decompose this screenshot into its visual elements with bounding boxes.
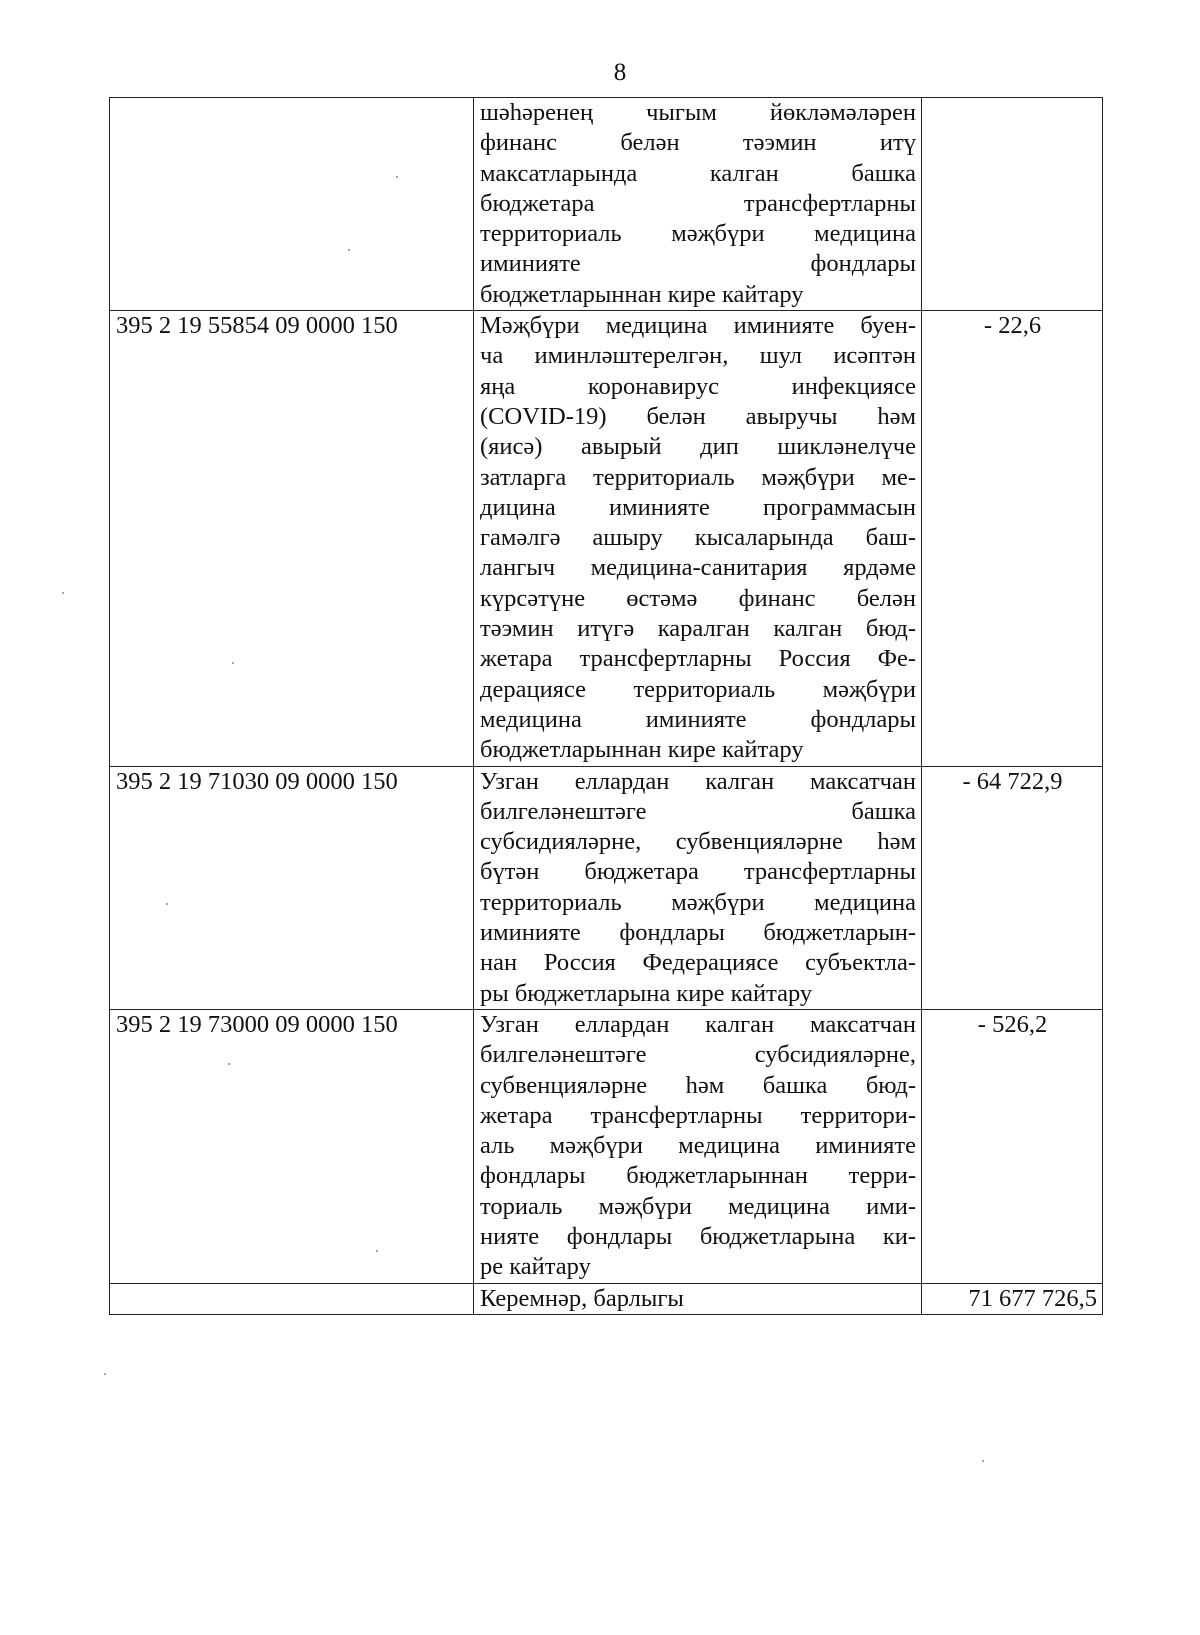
row-code: 395 2 19 73000 09 0000 150 <box>110 1009 474 1283</box>
row-name-line: гамәлгә ашыру кысаларында баш- <box>480 524 916 552</box>
row-code: 395 2 19 55854 09 0000 150 <box>110 311 474 766</box>
table-row <box>110 311 1103 766</box>
row-name-line: жетара трансфертларны территори- <box>480 1101 916 1129</box>
row-name-line: (COVID-19) белән авыручы һәм <box>480 402 916 430</box>
scan-speck <box>376 1250 378 1252</box>
row-name-line: ча иминләштерелгән, шул исәптән <box>480 342 916 370</box>
scan-speck <box>104 1373 106 1375</box>
row-code: 395 2 19 71030 09 0000 150 <box>110 766 474 1009</box>
row-code <box>110 98 474 311</box>
row-name-line: жетара трансфертларны Россия Фе- <box>480 645 916 673</box>
total-code-cell <box>110 1283 474 1314</box>
row-sum: - 64 722,9 <box>922 766 1103 1009</box>
scan-speck <box>982 1460 984 1462</box>
row-name <box>474 98 922 311</box>
row-name-line: Узган еллардан калган максатчан <box>480 1010 916 1038</box>
row-name-line: территориаль мәҗбүри медицина <box>480 220 916 248</box>
row-name-line: тәэмин итүгә каралган калган бюд- <box>480 615 916 643</box>
row-name-line: максатларында калган башка <box>480 159 916 187</box>
row-name-line: нан Россия Федерациясе субъектла- <box>480 949 916 977</box>
row-name-line: бүтән бюджетара трансфертларны <box>480 858 916 886</box>
page-number: 8 <box>613 59 627 86</box>
row-name-line: шәһәренең чыгым йөкләмәләрен <box>480 99 916 126</box>
table-row <box>110 98 1103 311</box>
row-name-line: яңа коронавирус инфекциясе <box>480 372 916 400</box>
row-name-line: медицина иминияте фондлары <box>480 705 916 733</box>
row-name-line: күрсәтүне өстәмә финанс белән <box>480 584 916 612</box>
row-name-line: аль мәҗбүри медицина иминияте <box>480 1132 916 1160</box>
row-name-line: билгеләнештәге башка <box>480 797 916 825</box>
row-name <box>474 1009 922 1283</box>
scan-speck <box>232 662 234 664</box>
row-name-line: субвенцияләрне һәм башка бюд- <box>480 1071 916 1099</box>
row-name-line: дицина иминияте программасын <box>480 493 916 521</box>
total-label-text: Керемнәр, барлыгы <box>480 1284 684 1312</box>
row-name-line: территориаль мәҗбүри медицина <box>480 888 916 916</box>
row-name-line: затларга территориаль мәҗбүри ме- <box>480 463 916 491</box>
row-name-line: субсидияләрне, субвенцияләрне һәм <box>480 828 916 856</box>
scan-speck <box>228 1063 230 1065</box>
row-name-line: ре кайтару <box>480 1253 591 1281</box>
row-name-line: бюджетларыннан кире кайтару <box>480 736 804 764</box>
row-sum: - 22,6 <box>922 311 1103 766</box>
row-sum: - 526,2 <box>922 1009 1103 1283</box>
row-name-line: бюджетара трансфертларны <box>480 189 916 217</box>
scan-speck <box>166 903 168 905</box>
row-name-line: иминияте фондлары <box>480 250 916 278</box>
table-body <box>110 98 1103 1315</box>
scan-speck <box>348 249 350 251</box>
row-name-line: бюджетларыннан кире кайтару <box>480 280 804 308</box>
row-name-line: нияте фондлары бюджетларына ки- <box>480 1222 916 1250</box>
table-row <box>110 1009 1103 1283</box>
row-name-line: Мәҗбүри медицина иминияте буен- <box>480 312 916 340</box>
table-row <box>110 766 1103 1009</box>
row-name-line: Узган еллардан калган максатчан <box>480 767 916 795</box>
row-sum <box>922 98 1103 311</box>
row-name-line: ры бюджетларына кире кайтару <box>480 979 813 1007</box>
row-name-line: дерациясе территориаль мәҗбүри <box>480 675 916 703</box>
row-name-line: финанс белән тәэмин итү <box>480 129 916 157</box>
total-label <box>474 1283 922 1314</box>
total-row <box>110 1283 1103 1314</box>
scan-speck <box>396 176 398 178</box>
revenue-table <box>109 97 1103 1315</box>
row-name-line: иминияте фондлары бюджетларын- <box>480 919 916 947</box>
row-name <box>474 311 922 766</box>
row-name-line: билгеләнештәге субсидияләрне, <box>480 1041 916 1069</box>
row-name <box>474 766 922 1009</box>
row-name-line: лангыч медицина-санитария ярдәме <box>480 554 916 582</box>
row-name-line: фондлары бюджетларыннан терри- <box>480 1162 916 1190</box>
row-name-line: (яисә) авырый дип шикләнелүче <box>480 433 916 461</box>
scan-speck <box>62 592 64 594</box>
row-name-line: ториаль мәҗбүри медицина ими- <box>480 1192 916 1220</box>
total-sum: 71 677 726,5 <box>922 1283 1103 1314</box>
